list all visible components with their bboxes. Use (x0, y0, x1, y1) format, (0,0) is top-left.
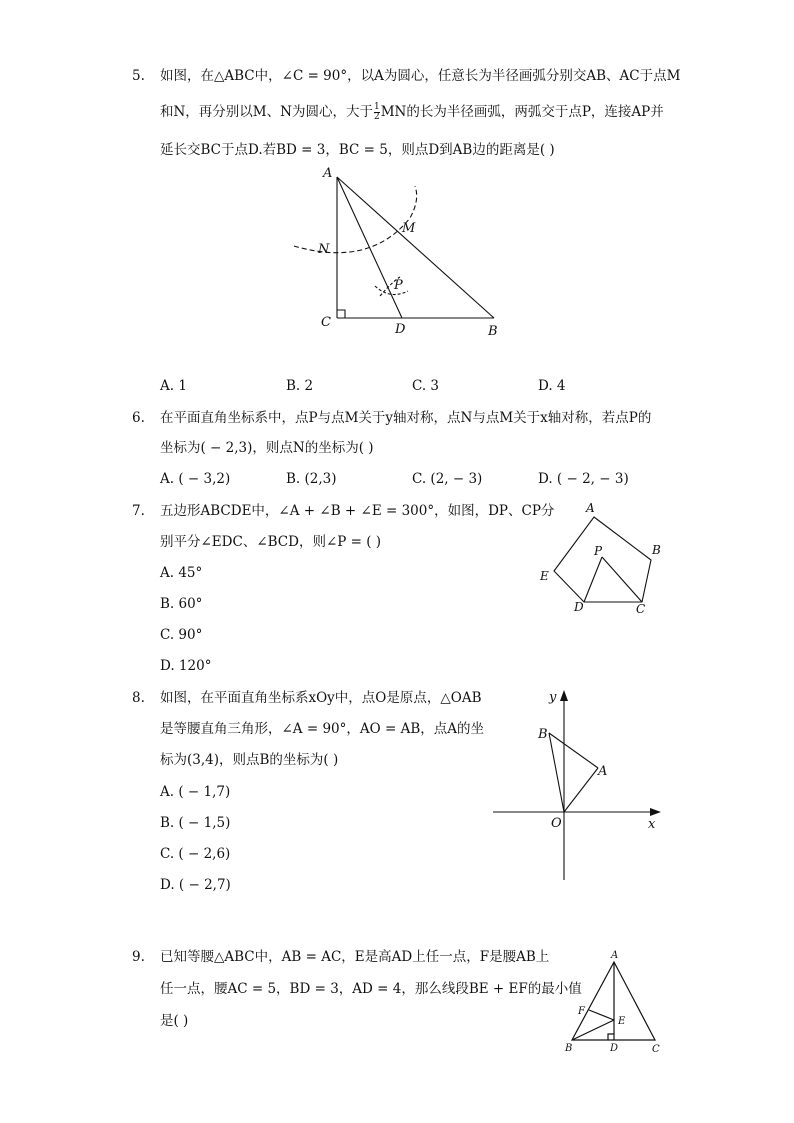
pentagon-label-b: B (652, 543, 661, 557)
q5-option-a[interactable]: A. 1 (160, 378, 187, 394)
q6-option-c[interactable]: C. (2, − 3) (412, 471, 483, 487)
point-label-b: B (538, 727, 548, 742)
question-7-line-2: 别平分∠EDC、∠BCD，则∠P = ( ) (160, 534, 382, 550)
question-6-number: 6. (132, 410, 145, 426)
point-label-c: C (652, 1044, 660, 1055)
axis-label-y: y (549, 690, 557, 705)
pentagon-label-d: D (574, 600, 584, 614)
pentagon-label-c: C (636, 602, 646, 616)
pentagon-label-p: P (594, 544, 603, 558)
right-angle-mark (608, 1034, 614, 1040)
point-label-d: D (395, 322, 406, 337)
q7-option-a[interactable]: A. 45° (160, 565, 203, 581)
question-9-number: 9. (132, 949, 145, 965)
point-label-b: B (565, 1043, 573, 1054)
point-label-f: F (578, 1006, 585, 1017)
point-label-d: D (610, 1043, 619, 1054)
q8-option-a[interactable]: A. ( − 1,7) (160, 784, 231, 800)
q5-option-b[interactable]: B. 2 (286, 378, 314, 394)
q8-option-c[interactable]: C. ( − 2,6) (160, 846, 231, 862)
question-5-number: 5. (132, 68, 145, 84)
fraction-denominator: 2 (373, 112, 380, 122)
question-5-line-3: 延长交BC于点D.若BD = 3，BC = 5，则点D到AB边的距离是( ) (160, 142, 555, 158)
q8-option-d[interactable]: D. ( − 2,7) (160, 877, 231, 893)
question-8-line-1: 如图，在平面直角坐标系xOy中，点O是原点，△OAB (160, 690, 482, 706)
point-label-c: C (321, 315, 331, 330)
question-8-line-3: 标为(3,4)，则点B的坐标为( ) (160, 752, 339, 768)
question-7-line-1: 五边形ABCDE中，∠A + ∠B + ∠E = 300°，如图，DP、CP分 (160, 503, 555, 519)
q6-option-b[interactable]: B. (2,3) (286, 471, 337, 487)
question-5-line-2-end: MN的长为半径画弧，两弧交于点P，连接AP并 (380, 104, 664, 120)
question-9-line-1: 已知等腰△ABC中，AB = AC，E是高AD上任一点，F是腰AB上 (160, 949, 550, 965)
question-8-line-2: 是等腰直角三角形，∠A = 90°，AO = AB，点A的坐 (160, 721, 485, 737)
question-7-number: 7. (132, 503, 145, 519)
point-label-n: N (318, 242, 330, 257)
q7-option-d[interactable]: D. 120° (160, 658, 212, 674)
point-label-e: E (618, 1016, 626, 1027)
q8-option-b[interactable]: B. ( − 1,5) (160, 815, 231, 831)
q5-option-d[interactable]: D. 4 (538, 378, 566, 394)
question-8-number: 8. (132, 690, 145, 706)
pentagon-label-a: A (586, 501, 595, 515)
question-5-line-2-start: 和N，再分别以M、N为圆心，大于 (160, 104, 373, 120)
origin-label-o: O (551, 816, 562, 831)
q7-option-c[interactable]: C. 90° (160, 627, 203, 643)
q7-option-b[interactable]: B. 60° (160, 596, 203, 612)
q6-option-a[interactable]: A. ( − 3,2) (160, 471, 231, 487)
question-9-line-2: 任一点，腰AC = 5，BD = 3，AD = 4，那么线段BE + EF的最小值 (160, 981, 582, 997)
point-label-b: B (488, 324, 498, 339)
point-label-a: A (323, 166, 333, 181)
point-label-p: P (394, 278, 403, 293)
pentagon-label-e: E (540, 569, 549, 583)
fraction-numerator: 1 (373, 102, 380, 112)
segment-fe (589, 1010, 614, 1020)
point-label-a: A (598, 764, 608, 779)
question-6-line-2: 坐标为( − 2,3)，则点N的坐标为( ) (160, 440, 374, 456)
question-6-line-1: 在平面直角坐标系中，点P与点M关于y轴对称，点N与点M关于x轴对称，若点P的 (160, 410, 652, 426)
point-label-m: M (402, 221, 416, 236)
q6-option-d[interactable]: D. ( − 2, − 3) (538, 471, 629, 487)
question-9-line-3: 是( ) (160, 1013, 189, 1029)
q5-option-c[interactable]: C. 3 (412, 378, 440, 394)
question-5-line-1: 如图，在△ABC中，∠C = 90°，以A为圆心，任意长为半径画弧分别交AB、AC于点M (160, 68, 681, 84)
point-label-a: A (611, 950, 619, 961)
axis-label-x: x (648, 817, 656, 832)
